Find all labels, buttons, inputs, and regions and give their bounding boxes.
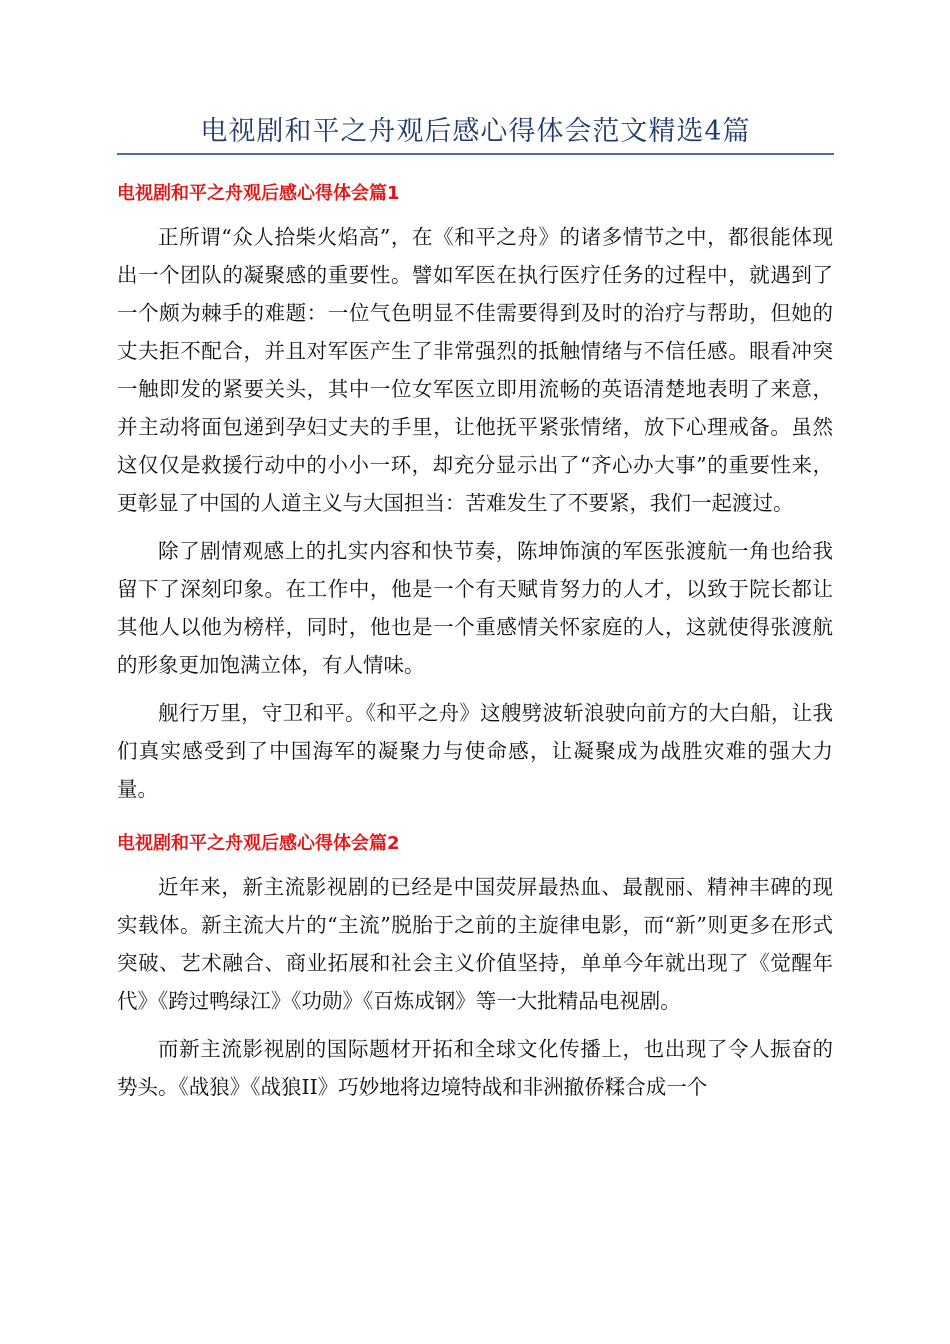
page-title: 电视剧和平之舟观后感心得体会范文精选4篇 [200, 116, 751, 147]
paragraph: 舰行万里，守卫和平。《和平之舟》这艘劈波斩浪驶向前方的大白船，让我们真实感受到了中国海军的凝聚力与使命感，让凝聚成为战胜灾难的强大力量。 [117, 701, 833, 801]
paragraph: 而新主流影视剧的国际题材开拓和全球文化传播上，也出现了令人振奋的势头。《战狼》《战狼II》巧妙地将边境特战和非洲撤侨糅合成一个 [117, 1037, 833, 1099]
section-heading: 电视剧和平之舟观后感心得体会篇1 [117, 183, 400, 204]
title-underline [117, 153, 834, 155]
section-1 [117, 172, 833, 808]
paragraph: 正所谓“众人拾柴火焰高”，在《和平之舟》的诸多情节之中，都很能体现出一个团队的凝聚感的重要性。譬如军医在执行医疗任务的过程中，就遇到了一个颇为棘手的难题：一位气色明显不佳需要得到及时的治疗与帮助，但她的丈夫拒不配合，并且对军医产生了非常强烈的抵触情绪与不信任感。眼看冲突一触即发的紧要关头，其中一位女军医立即用流畅的英语清楚地表明了来意，并主动将面包递到孕妇丈夫的手里，让他抚平紧张情绪，放下心理戒备。虽然这仅仅是救援行动中的小小一环，却充分显示出了“齐心办大事”的重要性来，更彰显了中国的人道主义与大国担当：苦难发生了不要紧，我们一起渡过。 [117, 225, 833, 515]
section-2 [117, 822, 833, 1106]
section-heading: 电视剧和平之舟观后感心得体会篇2 [117, 833, 400, 854]
paragraph: 近年来，新主流影视剧的已经是中国荧屏最热血、最靓丽、精神丰碑的现实载体。新主流大片的“主流”脱胎于之前的主旋律电影，而“新”则更多在形式突破、艺术融合、商业拓展和社会主义价值坚持，单单今年就出现了《觉醒年代》《跨过鸭绿江》《功勋》《百炼成钢》等一大批精品电视剧。 [117, 875, 833, 1013]
paragraph: 除了剧情观感上的扎实内容和快节奏，陈坤饰演的军医张渡航一角也给我留下了深刻印象。在工作中，他是一个有天赋肯努力的人才，以致于院长都让其他人以他为榜样，同时，他也是一个重感情关怀家庭的人，这就使得张渡航的形象更加饱满立体，有人情味。 [117, 539, 833, 677]
document-body [117, 172, 833, 1116]
